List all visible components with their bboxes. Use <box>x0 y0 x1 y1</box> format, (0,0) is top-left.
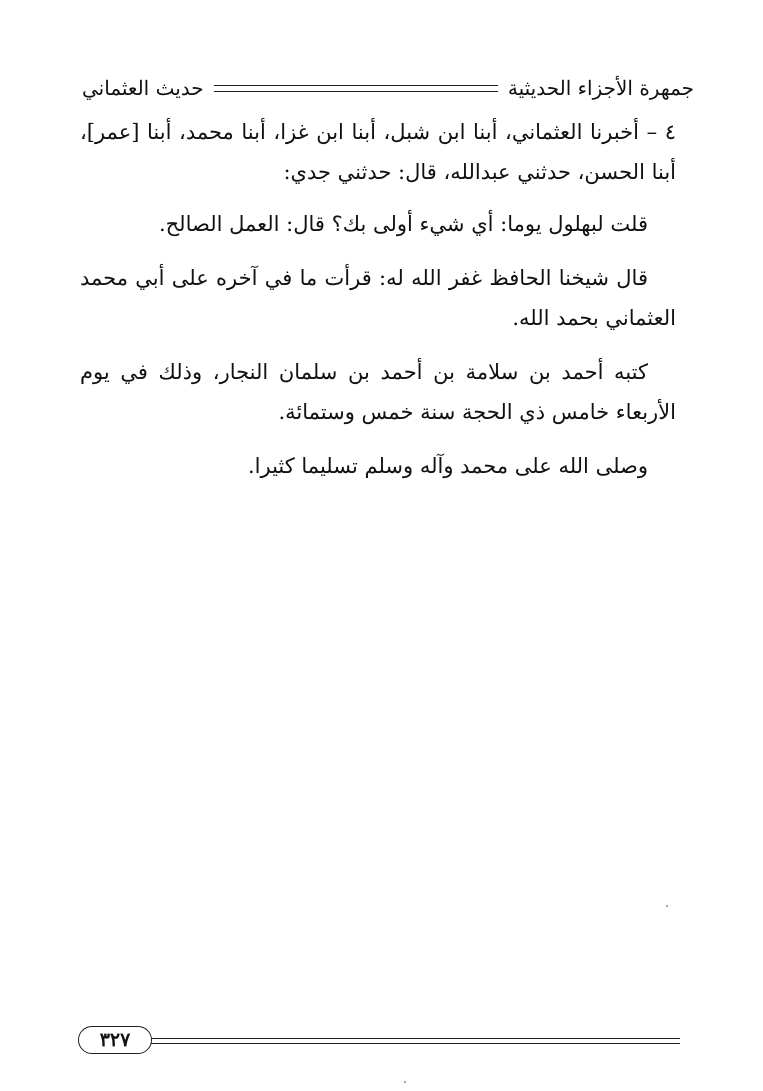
footer-double-rule <box>150 1038 680 1044</box>
running-header <box>82 68 694 108</box>
scan-speck <box>666 905 668 907</box>
page-number-frame <box>78 1026 152 1054</box>
header-double-rule <box>214 85 498 92</box>
page-body <box>80 112 676 486</box>
paragraph-closing-prayer: وصلى الله على محمد وآله وسلم تسليما كثيرا. <box>247 454 648 478</box>
paragraph-hadith-4: ٤ – أخبرنا العثماني، أبنا ابن شبل، أبنا ابن غزا، أبنا محمد، أبنا [عمر]، أبنا الحسن، حدثني عبدالله، قال: حدثني جدي: <box>80 120 677 184</box>
paragraph-reading-note: قال شيخنا الحافظ غفر الله له: قرأت ما في آخره على أبي محمد العثماني بحمد الله. <box>80 266 676 330</box>
scan-speck <box>404 1081 406 1083</box>
book-title: جمهرة الأجزاء الحديثية <box>507 76 694 100</box>
page-number: ٣٢٧ <box>99 1029 131 1051</box>
paragraph-bahlul: قلت لبهلول يوما: أي شيء أولى بك؟ قال: العمل الصالح. <box>158 212 648 236</box>
paragraph-colophon: كتبه أحمد بن سلامة بن أحمد بن سلمان النجار، وذلك في يوم الأربعاء خامس ذي الحجة سنة خمس وستمائة. <box>80 360 676 424</box>
chapter-title: حديث العثماني <box>82 76 204 100</box>
